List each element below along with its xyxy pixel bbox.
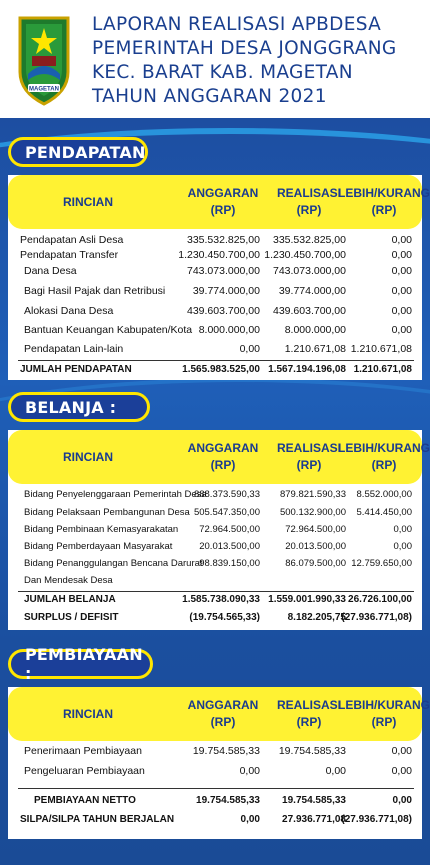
header-lebih-kurang: LEBIH/KURANG (RP): [338, 698, 430, 729]
total-row: JUMLAH BELANJA 1.585.738.090,33 1.559.001.990,33 26.726.100,00: [24, 594, 412, 605]
header-rincian: RINCIAN: [63, 194, 113, 209]
magetan-crest-icon: [14, 14, 74, 106]
header-lebih-kurang: LEBIH/KURANG (RP): [338, 441, 430, 472]
table-row: Bidang Penyelenggaraan Pemerintah Desa 888.373.590,33 879.821.590,33 8.552.000,00: [24, 489, 412, 500]
pembiayaan-section-tag: PEMBIAYAAN :: [8, 649, 153, 679]
table-row: Bagi Hasil Pajak dan Retribusi 39.774.000,00 39.774.000,00 0,00: [24, 285, 412, 297]
total-row: JUMLAH PENDAPATAN 1.565.983.525,00 1.567.194.196,08 1.210.671,08: [20, 364, 412, 375]
pendapatan-section-tag: PENDAPATAN: [8, 137, 148, 167]
table-header: [8, 430, 430, 484]
table-row: Bidang Penanggulangan Bencana Darurat 98.839.150,00 86.079.500,00 12.759.650,00: [24, 558, 412, 569]
table-row: Bidang Pemberdayaan Masyarakat 20.013.500,00 20.013.500,00 0,00: [24, 541, 412, 552]
belanja-table: [8, 430, 430, 630]
table-header: [8, 687, 430, 741]
divider: [18, 360, 414, 361]
table-row: Pendapatan Asli Desa 335.532.825,00 335.532.825,00 0,00: [20, 234, 412, 246]
table-row: Pengeluaran Pembiayaan 0,00 0,00 0,00: [24, 765, 412, 777]
report-header: [0, 0, 430, 120]
netto-row: PEMBIAYAAN NETTO 19.754.585,33 19.754.585,33 0,00: [34, 795, 412, 806]
header-rincian: RINCIAN: [63, 449, 113, 464]
surplus-row: SURPLUS / DEFISIT (19.754.565,33) 8.182.205,75 (27.936.771,08): [24, 612, 412, 623]
table-row: Alokasi Dana Desa 439.603.700,00 439.603.700,00 0,00: [24, 305, 412, 317]
table-row: Pendapatan Lain-lain 0,00 1.210.671,08 1.210.671,08: [24, 343, 412, 355]
pendapatan-table: [8, 175, 430, 380]
title-line-1: LAPORAN REALISASI APBDESA: [92, 14, 382, 35]
header-realisasi: REALISASI (RP): [276, 186, 341, 217]
belanja-section-tag: BELANJA :: [8, 392, 150, 422]
header-lebih-kurang: LEBIH/KURANG (RP): [338, 186, 430, 217]
header-rincian: RINCIAN: [63, 706, 113, 721]
table-row: Bidang Pelaksaan Pembangunan Desa 505.547.350,00 500.132.900,00 5.414.450,00: [24, 507, 412, 518]
pembiayaan-table: [8, 687, 430, 839]
title-line-2: PEMERINTAH DESA JONGGRANG: [92, 38, 397, 59]
table-header: [8, 175, 430, 229]
table-row-continuation: Dan Mendesak Desa: [24, 575, 113, 586]
report-title: [92, 13, 422, 109]
title-line-4: TAHUN ANGGARAN 2021: [92, 86, 327, 107]
crest-label: MAGETAN: [29, 86, 59, 93]
table-row: Bidang Pembinaan Kemasyarakatan 72.964.500,00 72.964.500,00 0,00: [24, 524, 412, 535]
header-anggaran: ANGGARAN (RP): [187, 698, 259, 729]
silpa-row: SILPA/SILPA TAHUN BERJALAN 0,00 27.936.771,08 (27.936.771,08): [20, 814, 412, 825]
header-anggaran: ANGGARAN (RP): [187, 441, 259, 472]
header-realisasi: REALISASI (RP): [276, 441, 341, 472]
header-anggaran: ANGGARAN (RP): [187, 186, 259, 217]
title-line-3: KEC. BARAT KAB. MAGETAN: [92, 62, 353, 83]
table-row: Pendapatan Transfer 1.230.450.700,00 1.230.450.700,00 0,00: [20, 249, 412, 261]
divider: [18, 591, 414, 592]
table-row: Dana Desa 743.073.000,00 743.073.000,00 0,00: [24, 265, 412, 277]
header-realisasi: REALISASI (RP): [276, 698, 341, 729]
table-row: Bantuan Keuangan Kabupaten/Kota 8.000.000,00 8.000.000,00 0,00: [24, 324, 412, 336]
divider: [18, 788, 414, 789]
table-row: Penerimaan Pembiayaan 19.754.585,33 19.754.585,33 0,00: [24, 745, 412, 757]
